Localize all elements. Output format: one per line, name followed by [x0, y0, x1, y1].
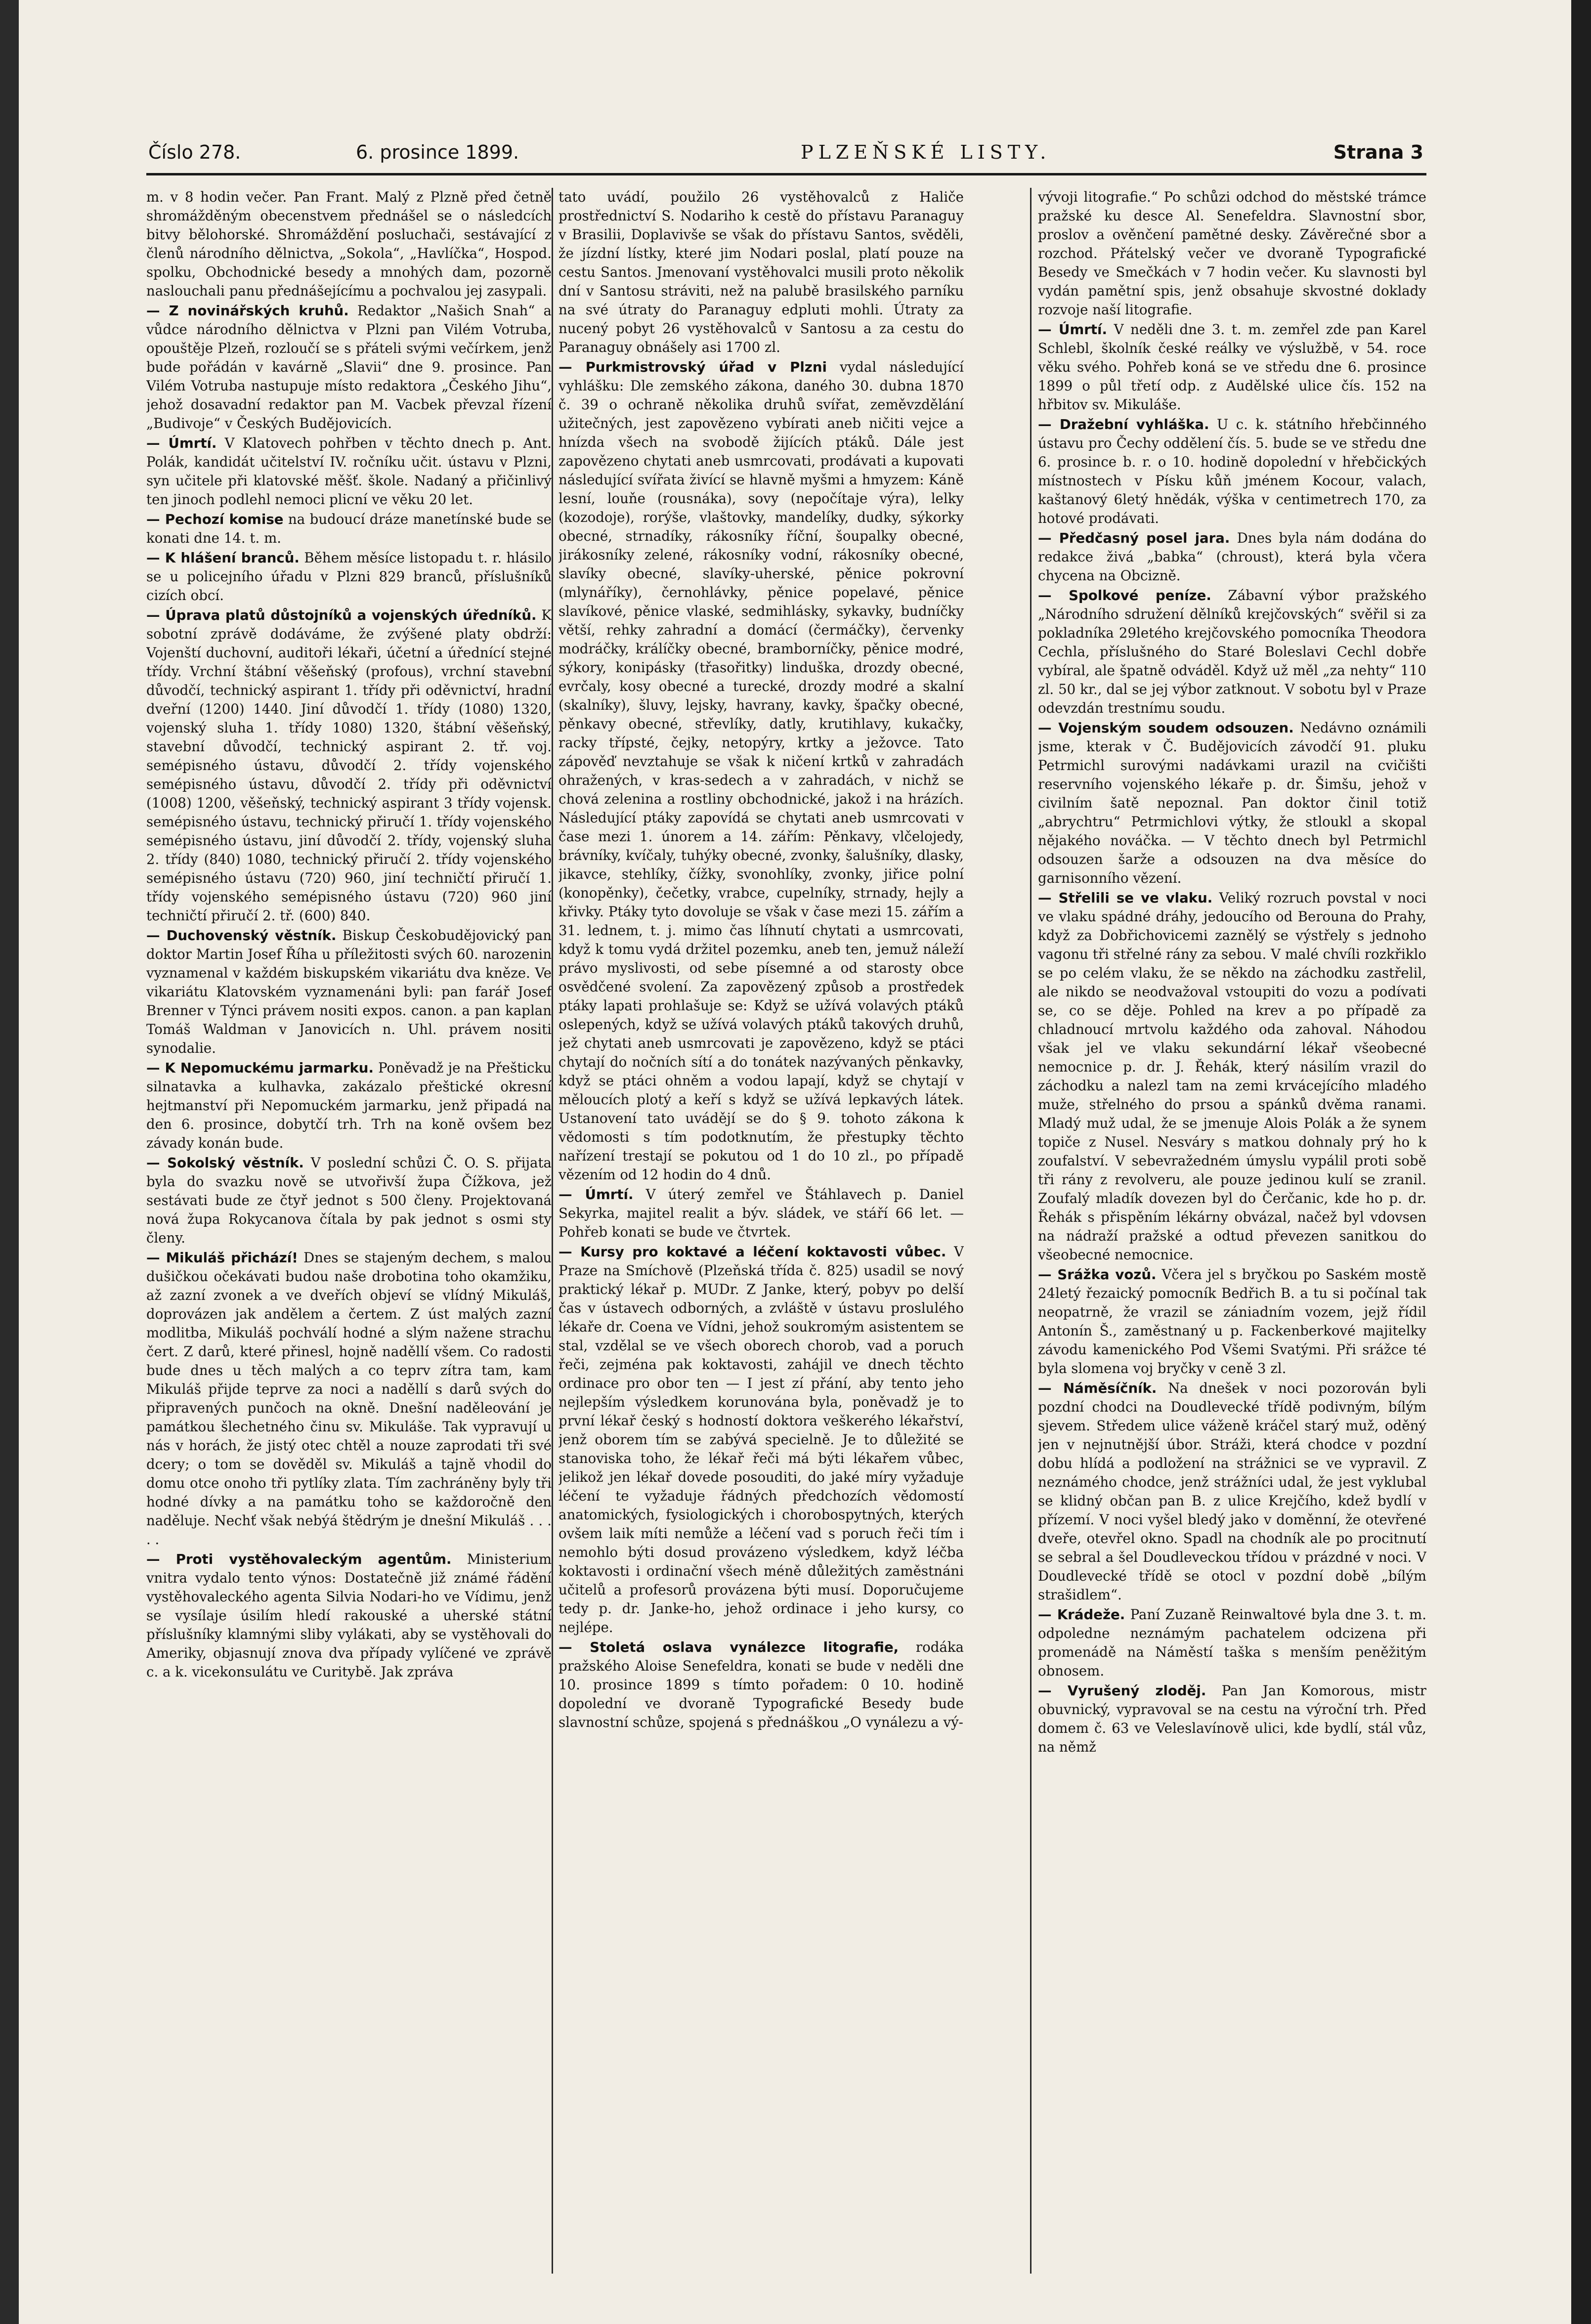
article-text: na budoucí dráze manetínské bude se konati dne 14. t. m.: [146, 511, 552, 546]
article-paragraph: [146, 1550, 552, 1681]
article-paragraph: [1038, 320, 1426, 414]
article-paragraph: [1038, 586, 1426, 718]
article-paragraph: [1038, 1265, 1426, 1378]
article-text: Nedávno oznámili jsme, kterak v Č. Budějovicích závodčí 91. pluku Petrmichl surovými nadávkami urazil na cvičišti reservního vojenského lékaře p. dr. Šimšu, jehož v civilním šatě nepoznal. Pan doktor činil totiž „abrychtru“ Petrmichlovi výtky, že stloukl a skopal nějakého nováčka. — V těchto dnech byl Petrmichl odsouzen šarže a odsouzen na dva měsíce do garnisonního vězení.: [1038, 720, 1426, 886]
article-text: V neděli dne 3. t. m. zemřel zde pan Karel Schlebl, školník české reálky ve výslužbě, v 54. roce věku svého. Pohřeb koná se ve středu dne 6. prosince 1899 o půl třetí odp. z Audělské ulice čís. 152 na hřbitov sv. Mikuláše.: [1038, 321, 1426, 413]
article-heading: — K hlášení branců.: [146, 550, 300, 566]
article-text: Pan Jan Komorous, mistr obuvnický, vypravoval se na cestu na výroční trh. Před domem č. 63 ve Veleslavínově ulici, kde bydlí, stál vůz, na němž: [1038, 1682, 1426, 1755]
article-heading: — Z novinářských kruhů.: [146, 302, 349, 319]
article-heading: — Vojenským soudem odsouzen.: [1038, 720, 1294, 736]
article-heading: — Duchovenský věstník.: [146, 927, 337, 944]
page-header: [148, 137, 1423, 167]
scan-edge-left: [0, 0, 19, 2324]
column-divider: [1030, 188, 1032, 2274]
article-paragraph: [146, 549, 552, 605]
issue-number: Číslo 278.: [148, 141, 241, 163]
article-heading: — Úmrtí.: [146, 435, 217, 451]
article-text: Během měsíce listopadu t. r. hlásilo se u policejního úřadu v Plzni 829 branců, příslušníků cizích obcí.: [146, 550, 552, 603]
article-heading: — Purkmistrovský úřad v Plzni: [559, 359, 827, 375]
article-paragraph: [559, 188, 964, 357]
article-paragraph: [146, 188, 552, 301]
article-paragraph: [146, 606, 552, 925]
article-heading: — Předčasný posel jara.: [1038, 530, 1230, 546]
article-heading: — Dražební vyhláška.: [1038, 416, 1209, 432]
article-paragraph: [146, 926, 552, 1058]
header-rule: [146, 173, 1426, 175]
article-text: Paní Zuzaně Reinwaltové byla dne 3. t. m. odpoledne neznámým pachatelem odcizena při promenádě na Náměstí taška s menším peněžitým obnosem.: [1038, 1606, 1426, 1679]
article-paragraph: [146, 434, 552, 509]
article-heading: — K Nepomuckému jarmarku.: [146, 1060, 374, 1076]
scan-edge-right: [1571, 0, 1591, 2324]
article-heading: — Proti vystěhovaleckým agentům.: [146, 1551, 452, 1567]
article-paragraph: [559, 1243, 964, 1637]
article-paragraph: [1038, 719, 1426, 888]
article-text: tato uvádí, použilo 26 vystěhovalců z Haliče prostřednictví S. Nodariho k cestě do přístavu Paranaguy v Brasilii, Doplavivše se však do přístavu Santos, svěděli, že jízdní lístky, které jim Nodari poslal, platí pouze na cestu Santos. Jmenovaní vystěhovalci musili proto několik dní v Santosu stráviti, než na palubě brasilského parníku na své útraty do Paranaguy edpluti mohli. Útraty za nucený pobyt 26 vystěhovalců v Santosu a za cestu do Paranaguy obnášely asi 1700 zl.: [559, 189, 964, 355]
article-text: K sobotní zprávě dodáváme, že zvýšené platy obdrží: Vojenští duchovní, auditoři lékaři, účetní a úřednící stejné třídy. Vrchní štábní věšeňský (profous), vrchní stavební důvodčí, technický aspirant 1. třídy při oděvnictví, hradní dveřní (1200) 1440. Jiní důvodčí 1. třídy (1080) 1320, vojenský sluha 1. třídy 1080) 1320, štábní věšeňský, stavební důvodčí, technický aspirant 2. tř. voj. semépisného ústavu, důvodčí 2. třídy vojenského semépisného ústavu, důvodčí 2. třídy při oděvnictví (1008) 1200, věšeňský, technický aspirant 3 třídy vojensk. semépisného ústavu, technický přiručí 1. třídy vojenského semépisného ústavu, jiní důvodčí 2. třídy, vojenský sluha 2. třídy (840) 1080, technický přiručí 2. třídy vojenského semépisného ústavu (720) 960, jiní techničtí přiručí 1. třídy vojenského semépisného ústavu (720) 960 jiní techničtí přiručí 2. tř. (600) 840.: [146, 607, 552, 924]
article-heading: — Náměsíčník.: [1038, 1380, 1157, 1396]
article-text: m. v 8 hodin večer. Pan Frant. Malý z Plzně před četně shromážděným obecenstvem přednášel se o následcích bitvy bělohorské. Shromáždění posluchači, sestávající z členů národního dělnictva, „Sokola“, „Havlíčka“, Hospod. spolku, Obchodnické besedy a mnohých dam, pozorně naslouchali panu přednášejícímu a pochvalou jej zasypali.: [146, 189, 552, 299]
article-text: Poněvadž je na Přešticku silnatavka a kulhavka, zakázalo přeštické okresní hejtmanství při Nepomuckém jarmarku, jenž připadá na den 6. prosince, dobytčí trh. Trh na koně ovšem bez závady konán bude.: [146, 1060, 552, 1151]
article-paragraph: [559, 358, 964, 1184]
article-paragraph: [1038, 1681, 1426, 1757]
issue-date: 6. prosince 1899.: [356, 141, 519, 163]
newspaper-title: PLZEŇSKÉ LISTY.: [801, 141, 1051, 163]
article-text: Dnes byla nám dodána do redakce živá „babka“ (chroust), která byla včera chycena na Obcizně.: [1038, 530, 1426, 584]
article-paragraph: [1038, 415, 1426, 528]
article-paragraph: [1038, 188, 1426, 319]
text-column-3: [1038, 188, 1426, 2279]
article-text: Veliký rozruch povstal v noci ve vlaku spádné dráhy, jedoucího od Berouna do Prahy, když za Dobřichovicemi zaznělý se výstřely s jednoho vagonu tři střelné rány za sebou. V malé chvíli rozkřiklo se po celém vlaku, že se někdo na záchodku zastřelil, ale nikdo se neodvažoval vstoupiti do vozu a podívati se, co se děje. Pohled na krev a po případě za chladnoucí mrtvolu každého oda zahoval. Náhodou však jel ve vlaku sekundární lékař všeobecné nemocnice p. dr. J. Řehák, který násilím vrazil do záchodku a nalezl tam na zemi krvácejícího mladého muže, střelného do prsou a spánků dvěma ranami. Mladý muž udal, že se jmenuje Alois Polák a že synem topiče z Nusel. Nesváry s matkou dohnaly prý ho k zoufalství. V sebevražedném úmyslu vypálil proti sobě tři rány z revolveru, ale pouze jedinou kulí se zranil. Zoufalý mladík dovezen byl do Čerčanic, kde ho p. dr. Řehák s přispěním lékárny obvázal, načež byl vdovsen na nádraží pražské a odtud převezen sanitkou do všeobecné nemocnice.: [1038, 890, 1426, 1263]
article-text: V úterý zemřel ve Štáhlavech p. Daniel Sekyrka, majitel realit a býv. sládek, ve stáří 66 let. — Pohřeb konati se bude ve čtvrtek.: [559, 1186, 964, 1240]
article-heading: — Sokolský věstník.: [146, 1155, 304, 1171]
article-text: Včera jel s bryčkou po Saském mostě 24letý řezaický pomocník Bedřich B. a tu si počínal tak neopatrně, že vrazil se zániadním vozem, jejž řídil Antonín Š., zaměstnaný u p. Fackenberkové majitelky závodu kamenického Pod Všemi Svatými. Při srážce té byla slomena voj bryčky v ceně 3 zl.: [1038, 1266, 1426, 1377]
article-heading: — Srážka vozů.: [1038, 1266, 1157, 1283]
article-paragraph: [146, 1248, 552, 1549]
article-paragraph: [146, 510, 552, 548]
column-divider: [552, 188, 553, 2274]
article-heading: — Stoletá oslava vynálezce litografie,: [559, 1639, 899, 1655]
article-text: Biskup Českobudějovický pan doktor Martin Josef Říha u příležitosti svých 60. narozenin vyznamenal v každém biskupském vikariátu dva kněze. Ve vikariátu Klatovském vyznamenáni byli: pan farář Josef Brenner v Týnci právem nositi expos. canon. a pan kaplan Tomáš Waldman v Janovicích n. Uhl. právem nositi synodalie.: [146, 927, 552, 1056]
article-heading: — Úmrtí.: [559, 1186, 634, 1203]
page-number: Strana 3: [1333, 141, 1423, 163]
article-text: V poslední schůzi Č. O. S. přijata byla do svazku nově se utvořivší župa Čížkova, jež sestávati bude ze čtyř jednot s 500 členy. Projektovaná nová župa Rokycanova čítala by pak jednot s osmi sty členy.: [146, 1155, 552, 1246]
article-text: Dnes se stajeným dechem, s malou dušičkou očekávati budou naše drobotina toho okamžiku, až zazní zvonek a ve dveřích objeví se vlídný Mikuláš, doprovázen jak andělem a čertem. Z úst malých zazní modlitba, Mikuláš pochválí hodné a slým nažene strachu čert. Z darů, které přinesl, hojně naděllí všem. Co radosti bude dnes u těch malých a co teprv zítra tam, kam Mikuláš přijde teprve za noci a naděllí s darů svých do připravených punčoch na okně. Dnešní naděleování je památkou šlechetného činu sv. Mikuláše. Tak vypravují u nás v horách, že jistý otec chtěl a nouze zaprodati tři své dcery; o tom se dověděl sv. Mikuláš a tajně vhodil do domu otce onoho tři pytlíky zlata. Tím zachráněny byly tři hodné dívky a na památku toho se každoročně den naděluje. Nechť však nebýá štědrým je dnešní Mikuláš . . . . .: [146, 1249, 552, 1548]
article-text: Zábavní výbor pražského „Národního sdružení dělníků krejčovských“ svěřil si za pokladníka 29letého krejčovského pomocníka Theodora Cechla, příslušného do Staré Boleslavi Cechl dobře vybíral, ale špatně odváděl. Když už měl „za nehty“ 110 zl. 50 kr., dal se jej výbor zatknout. V sobotu byl v Praze odevzdán trestnímu soudu.: [1038, 587, 1426, 716]
article-text: vývoji litografie.“ Po schůzi odchod do městské trámce pražské ku desce Al. Senefeldra. Slavnostní sbor, proslov a ověnčení pamětné desky. Závěrečné sbor a rozchod. Přátelský večer ve dvoraně Typografické Besedy ve Smečkách v 7 hodin večer. Ku slavnosti byl vydán pamětní spis, jenž obsahuje skvostné doklady rozvoje naší litografie.: [1038, 189, 1426, 318]
article-heading: — Střelili se ve vlaku.: [1038, 890, 1213, 906]
article-paragraph: [146, 301, 552, 433]
article-text: V Praze na Smíchově (Plzeňská třída č. 825) usadil se nový praktický lékař p. MUDr. Z Janke, který, pobyv po delší čas v ústavech odborných, a zvláště v ústavu proslulého lékaře dr. Coena ve Vídni, jehož soukromým asistentem se stal, vzdělal se ve všech oborech chorob, vad a poruch řeči, zejména pak koktavosti, zahájil ve dnech těchto ordinace pro obor ten — I jest zí přání, aby tento jeho nejlepším výsledkem korunována byla, poněvadž je to první lékař český s hodností doktora veškerého lékařství, jenž oborem tím se zabývá specielně. Je to důležité se stanoviska toho, že lékař řeči má býti lékařem vůbec, jelikož jen lékař dovede posouditi, do jaké míry vyžaduje léčení te vyžaduje řádných předchozích vědomostí anatomických, fysiologických i chorobospytných, kterých ovšem laik míti nemůže a léčení vad s poruch řeči tím i nemohlo býti dosud provázeno výsledkem, když léčba koktavosti i ordinační všech méně důležitých zaměstnáni učitelů a profesorů provázena býti musí. Doporučujeme tedy p. dr. Janke-ho, jehož ordinace i jeho kursy, co nejlépe.: [559, 1244, 964, 1635]
article-text: V Klatovech pohřben v těchto dnech p. Ant. Polák, kandidát učitelství IV. ročníku učit. ústavu v Plzni, syn učitele při klatovské měšť. škole. Nadaný a přičinlivý ten jinoch podlehl nemoci plicní ve věku 20 let.: [146, 435, 552, 508]
article-text: Na dnešek v noci pozorován byli pozdní chodci na Doudlevecké třídě podivným, bílým sjevem. Středem ulice váženě kráčel starý muž, oděný jen v nejnutnější úbor. Stráži, která chodce v pozdní dobu hlídá a podložení na strážnici se ve vypravil. Z neznámého chodce, jenž strážníci udal, že jest vyklubal se klidný občan pan B. z ulice Krejčího, kdež bydlí v přízemí. V noci vyšel bledý jako v doměnní, že otevřené dveře, otevřel okno. Spadl na chodník ale po procitnutí se sebral a šel Doudleveckou třídou v prázdné v noci. V Doudlevecké třídě se otocl v pozdní době „bílým strašidlem“.: [1038, 1380, 1426, 1603]
article-paragraph: [559, 1185, 964, 1242]
article-paragraph: [146, 1059, 552, 1153]
article-heading: — Kursy pro koktavé a léčení koktavosti vůbec.: [559, 1244, 946, 1260]
article-paragraph: [1038, 1605, 1426, 1680]
article-heading: — Pechozí komise: [146, 511, 284, 527]
article-paragraph: [559, 1638, 964, 1732]
article-heading: — Úprava platů důstojníků a vojenských úředníků.: [146, 607, 537, 623]
article-text: Redaktor „Našich Snah“ a vůdce národního dělnictva v Plzni pan Vilém Votruba, opouštěje Plzeň, rozloučí se s přáteli svými večírkem, jenž bude pořádán v kavárně „Slavii“ dne 9. prosince. Pan Vilém Votruba nastupuje místo redaktora „Českého Jihu“, jehož dosavadní redaktor pan M. Vacbek převzal řízení „Budivoje“ v Českých Budějovicích.: [146, 302, 552, 431]
article-heading: — Spolkové peníze.: [1038, 587, 1211, 603]
article-heading: — Úmrtí.: [1038, 321, 1107, 338]
article-paragraph: [1038, 889, 1426, 1264]
article-paragraph: [146, 1154, 552, 1248]
article-text: rodáka pražského Aloise Senefeldra, konati se bude v neděli dne 10. prosince 1899 s tímto pořadem: 0 10. hodině dopolední ve dvoraně Typografické Besedy bude slavnostní schůze, spojená s přednáškou „O vynálezu a vý-: [559, 1639, 964, 1730]
article-text: vydal následující vyhlášku: Dle zemského zákona, daného 30. dubna 1870 č. 39 o ochraně několika druhů svířat, zeměvzdělání užitečných, jest zapovězeno vybírati aneb ničiti vejce a hnízda všech na svobodě žijících ptáků. Dále jest zapovězeno chytati aneb usmrcovati, prodávati a kupovati následující svířata živící se hlavně myšmi a hmyzem: Káně lesní, louňe (rousnáka), sovy (nepočítaje výra), lelky (kozodoje), rorýše, vlaštovky, mandelíky, dudky, sýkorky obecné, strnadíky, rákosníky říční, šoupalky obecné, jirákosníky zelené, rákosníky vodní, rákosníky obecné, slavíky obecné, slavíky-uherské, pěnice pokrovní (mlynáříky), černohlávky, pěnice popelavé, pěnice slavíkové, pěnice vlaské, sedmihlásky, sykavky, budníčky větší, rehky zahradní a domácí (čermáčky), červenky modráčky, králíčky obecné, bramborníčky, pěnice modré, sýkory, konipásky (třasořitky) linduška, drozdy obecné, evrčaly, kosy obecné a turecké, drozdy modré a skalní (skalníky), šluvy, lejsky, havrany, kavky, špačky obecné, pěnkavy obecné, střevlíky, datly, krutihlavy, kukačky, racky třípsté, čejky, netopýry, krtky a ježovce. Tato zápověď nevztahuje se však k ničení krtků v zahradách ohražených, v kras-sedech a v zahradách, v nichž se chová zelenina a rostliny obchodnické, jakož i na hrázích. Následující ptáky zapovídá se chytati aneb usmrcovati v čase mezi 1. únorem a 14. zářím: Pěnkavy, vlčelojedy, brávníky, kvíčaly, tuhýky obecné, zvonky, šalušníky, dlasky, jikavce, stehlíky, čížky, svonohlíky, zvonky, jiřice polní (konopěnky), čečetky, vrabce, cupelníky, strnady, hejly a křivky. Ptáky tyto dovoluje se však v čase mezi 15. zářím a 31. lednem, t. j. mimo čas líhnutí chytati a usmrcovati, když k tomu vydá držitel pozemku, aneb ten, jemuž náleží právo myslivosti, od sebe písemné a od starosty obce osvědčené svolení. Za zapovězený způsob a prostředek ptáky lapati prohlašuje se: Když se užívá volavých ptáků oslepených, když se užívá volavých ptáků takových druhů, jež chytati aneb usmrcovati je zapovězeno, když se ptáci chytají do nočních sítí a do tonátek nazývaných pěnkavky, když se ptáci ohněm a vodou lapají, když se chytají v měloucích plotý a keří s když se užívá lepkavých látek. Ustanovení tato uvádějí se do § 9. tohoto zákona k vědomosti s tím podotknutím, že přestupky těchto nařízení trestají se pokutou od 1 do 10 zl., po případě vězením od 12 hodin do 4 dnů.: [559, 359, 964, 1183]
article-paragraph: [1038, 1379, 1426, 1604]
article-text: Ministerium vnitra vydalo tento výnos: Dostatečně již známé řádění vystěhovaleckého agenta Silvia Nodari-ho ve Vídimu, jenž se vysílaje úsilím hledí rakouské a uherské státní příslušníky klamnými sliby vylákati, aby se vystěhovali do Ameriky, objasnují znova dva případy vylíčené ve zprávě c. a k. vicekonsulátu ve Curitybě. Jak zpráva: [146, 1551, 552, 1680]
article-text: U c. k. státního hřebčinného ústavu pro Čechy oddělení čís. 5. bude se ve středu dne 6. prosince b. r. o 10. hodině dopolední v hřebčických místnostech v Písku kůň jménem Kocour, valach, kaštanový 6letý hnědák, výška v centimetrech 170, za hotové prodávati.: [1038, 416, 1426, 526]
article-heading: — Vyrušený zloděj.: [1038, 1682, 1206, 1699]
article-heading: — Krádeže.: [1038, 1606, 1125, 1623]
article-heading: — Mikuláš přichází!: [146, 1249, 298, 1266]
text-column-1: [146, 188, 552, 2279]
text-column-2: [559, 188, 964, 2279]
article-paragraph: [1038, 529, 1426, 585]
